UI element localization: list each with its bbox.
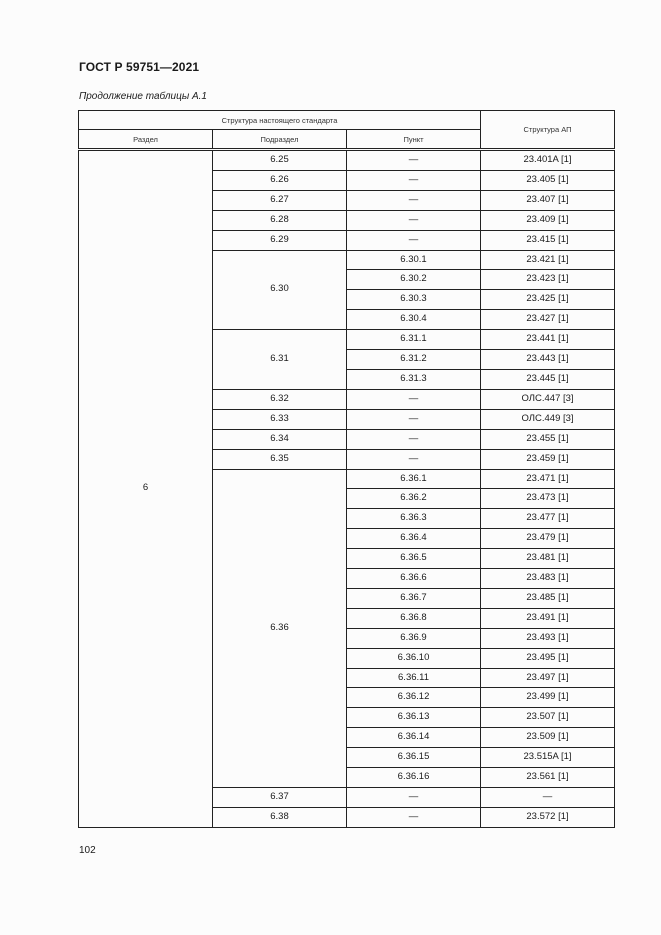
item-cell: 6.30.4 bbox=[347, 310, 481, 330]
subsection-cell: 6.25 bbox=[213, 150, 347, 171]
table-row bbox=[79, 150, 615, 171]
ap-cell: 23.441 [1] bbox=[481, 330, 615, 350]
document-code: ГОСТ Р 59751—2021 bbox=[79, 60, 200, 74]
item-cell: — bbox=[347, 449, 481, 469]
header-group-structure: Структура настоящего стандарта bbox=[79, 111, 481, 130]
item-cell: — bbox=[347, 389, 481, 409]
subsection-cell: 6.36 bbox=[213, 469, 347, 788]
item-cell: — bbox=[347, 150, 481, 171]
ap-cell: 23.405 [1] bbox=[481, 170, 615, 190]
item-cell: 6.36.1 bbox=[347, 469, 481, 489]
ap-cell: 23.493 [1] bbox=[481, 628, 615, 648]
item-cell: — bbox=[347, 210, 481, 230]
ap-cell: 23.401A [1] bbox=[481, 150, 615, 171]
subsection-cell: 6.38 bbox=[213, 807, 347, 827]
section-cell: 6 bbox=[79, 150, 213, 828]
ap-cell: 23.515A [1] bbox=[481, 748, 615, 768]
item-cell: 6.36.9 bbox=[347, 628, 481, 648]
ap-cell: 23.455 [1] bbox=[481, 429, 615, 449]
item-cell: — bbox=[347, 807, 481, 827]
subsection-cell: 6.26 bbox=[213, 170, 347, 190]
ap-cell: 23.572 [1] bbox=[481, 807, 615, 827]
ap-cell: 23.495 [1] bbox=[481, 648, 615, 668]
ap-cell: 23.459 [1] bbox=[481, 449, 615, 469]
ap-cell: 23.407 [1] bbox=[481, 190, 615, 210]
ap-cell: 23.473 [1] bbox=[481, 489, 615, 509]
item-cell: 6.36.14 bbox=[347, 728, 481, 748]
item-cell: 6.36.15 bbox=[347, 748, 481, 768]
ap-cell: 23.477 [1] bbox=[481, 509, 615, 529]
ap-cell: 23.427 [1] bbox=[481, 310, 615, 330]
subsection-cell: 6.29 bbox=[213, 230, 347, 250]
item-cell: 6.36.12 bbox=[347, 688, 481, 708]
item-cell: — bbox=[347, 190, 481, 210]
item-cell: — bbox=[347, 429, 481, 449]
ap-cell: 23.471 [1] bbox=[481, 469, 615, 489]
item-cell: 6.36.7 bbox=[347, 588, 481, 608]
ap-cell: 23.507 [1] bbox=[481, 708, 615, 728]
item-cell: 6.31.3 bbox=[347, 369, 481, 389]
subsection-cell: 6.28 bbox=[213, 210, 347, 230]
item-cell: 6.36.8 bbox=[347, 608, 481, 628]
ap-cell: 23.485 [1] bbox=[481, 588, 615, 608]
table-caption: Продолжение таблицы А.1 bbox=[79, 91, 207, 102]
item-cell: 6.36.6 bbox=[347, 569, 481, 589]
ap-cell: 23.425 [1] bbox=[481, 290, 615, 310]
header-subsection: Подраздел bbox=[213, 130, 347, 150]
ap-cell: 23.561 [1] bbox=[481, 768, 615, 788]
item-cell: 6.36.13 bbox=[347, 708, 481, 728]
ap-cell: 23.483 [1] bbox=[481, 569, 615, 589]
ap-cell: 23.509 [1] bbox=[481, 728, 615, 748]
item-cell: 6.36.3 bbox=[347, 509, 481, 529]
ap-cell: — bbox=[481, 788, 615, 808]
item-cell: 6.31.1 bbox=[347, 330, 481, 350]
item-cell: 6.36.5 bbox=[347, 549, 481, 569]
ap-cell: 23.409 [1] bbox=[481, 210, 615, 230]
ap-cell: 23.445 [1] bbox=[481, 369, 615, 389]
subsection-cell: 6.37 bbox=[213, 788, 347, 808]
subsection-cell: 6.34 bbox=[213, 429, 347, 449]
ap-cell: 23.499 [1] bbox=[481, 688, 615, 708]
ap-cell: 23.421 [1] bbox=[481, 250, 615, 270]
mapping-table bbox=[78, 110, 615, 828]
ap-cell: 23.479 [1] bbox=[481, 529, 615, 549]
item-cell: 6.30.1 bbox=[347, 250, 481, 270]
ap-cell: 23.481 [1] bbox=[481, 549, 615, 569]
table-body bbox=[79, 150, 615, 828]
item-cell: 6.36.2 bbox=[347, 489, 481, 509]
ap-cell: 23.423 [1] bbox=[481, 270, 615, 290]
item-cell: 6.30.2 bbox=[347, 270, 481, 290]
page-number: 102 bbox=[79, 845, 96, 856]
subsection-cell: 6.27 bbox=[213, 190, 347, 210]
subsection-cell: 6.32 bbox=[213, 389, 347, 409]
item-cell: 6.36.4 bbox=[347, 529, 481, 549]
item-cell: 6.30.3 bbox=[347, 290, 481, 310]
item-cell: — bbox=[347, 409, 481, 429]
ap-cell: 23.415 [1] bbox=[481, 230, 615, 250]
item-cell: 6.31.2 bbox=[347, 350, 481, 370]
item-cell: 6.36.11 bbox=[347, 668, 481, 688]
item-cell: 6.36.10 bbox=[347, 648, 481, 668]
header-section: Раздел bbox=[79, 130, 213, 150]
subsection-cell: 6.33 bbox=[213, 409, 347, 429]
subsection-cell: 6.31 bbox=[213, 330, 347, 390]
item-cell: — bbox=[347, 230, 481, 250]
ap-cell: 23.491 [1] bbox=[481, 608, 615, 628]
item-cell: 6.36.16 bbox=[347, 768, 481, 788]
ap-cell: ОЛС.447 [3] bbox=[481, 389, 615, 409]
header-ap-structure: Структура АП bbox=[481, 111, 615, 150]
item-cell: — bbox=[347, 788, 481, 808]
ap-cell: ОЛС.449 [3] bbox=[481, 409, 615, 429]
item-cell: — bbox=[347, 170, 481, 190]
subsection-cell: 6.35 bbox=[213, 449, 347, 469]
header-item: Пункт bbox=[347, 130, 481, 150]
ap-cell: 23.443 [1] bbox=[481, 350, 615, 370]
ap-cell: 23.497 [1] bbox=[481, 668, 615, 688]
subsection-cell: 6.30 bbox=[213, 250, 347, 330]
